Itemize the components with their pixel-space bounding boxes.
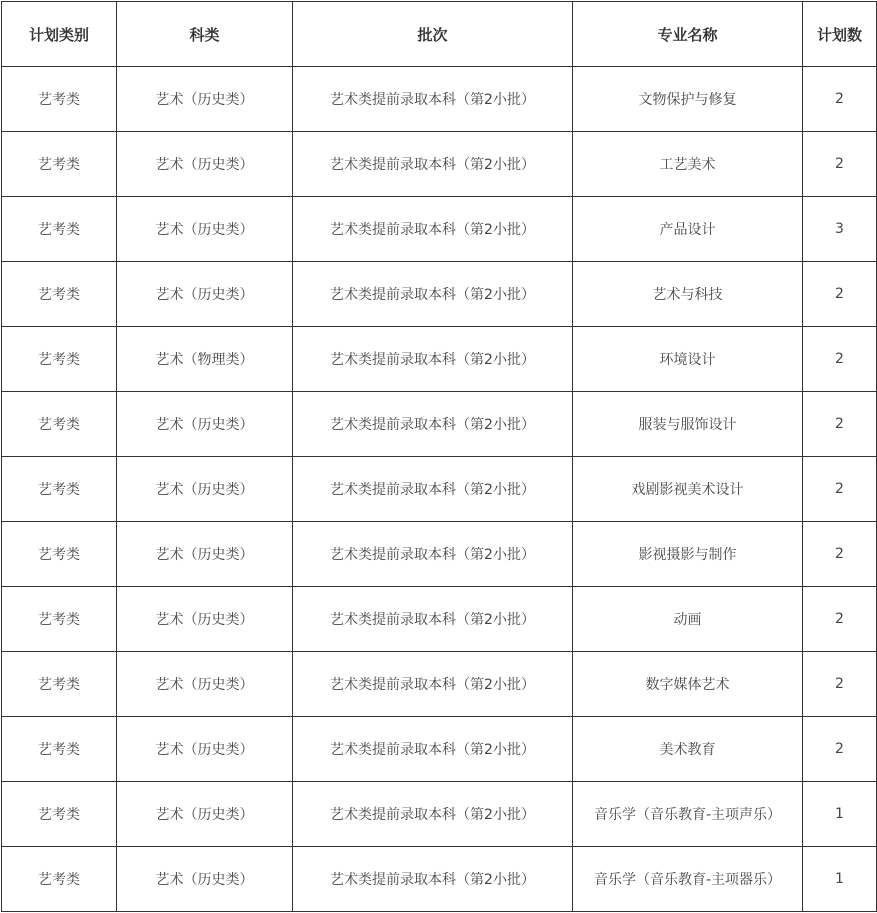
cell-plan-category: 艺考类 — [2, 262, 117, 327]
cell-batch: 艺术类提前录取本科（第2小批） — [293, 262, 573, 327]
cell-major-name: 音乐学（音乐教育-主项声乐） — [573, 782, 803, 847]
cell-subject-type: 艺术（历史类） — [117, 652, 293, 717]
cell-batch: 艺术类提前录取本科（第2小批） — [293, 457, 573, 522]
table-row — [2, 457, 877, 522]
cell-batch: 艺术类提前录取本科（第2小批） — [293, 67, 573, 132]
cell-major-name: 文物保护与修复 — [573, 67, 803, 132]
cell-batch: 艺术类提前录取本科（第2小批） — [293, 197, 573, 262]
cell-plan-count: 1 — [803, 782, 877, 847]
table-body — [2, 67, 877, 912]
cell-major-name: 数字媒体艺术 — [573, 652, 803, 717]
cell-plan-count: 1 — [803, 847, 877, 912]
cell-plan-category: 艺考类 — [2, 522, 117, 587]
table-row — [2, 717, 877, 782]
cell-subject-type: 艺术（历史类） — [117, 457, 293, 522]
table-row — [2, 652, 877, 717]
table-header — [2, 2, 877, 67]
table-row — [2, 67, 877, 132]
cell-plan-category: 艺考类 — [2, 327, 117, 392]
table-row — [2, 847, 877, 912]
cell-batch: 艺术类提前录取本科（第2小批） — [293, 392, 573, 457]
cell-subject-type: 艺术（历史类） — [117, 67, 293, 132]
cell-plan-count: 2 — [803, 262, 877, 327]
cell-major-name: 音乐学（音乐教育-主项器乐） — [573, 847, 803, 912]
table-row — [2, 522, 877, 587]
cell-major-name: 工艺美术 — [573, 132, 803, 197]
cell-subject-type: 艺术（历史类） — [117, 587, 293, 652]
header-subject-type: 科类 — [117, 2, 293, 67]
table-row — [2, 262, 877, 327]
cell-major-name: 动画 — [573, 587, 803, 652]
table-row — [2, 782, 877, 847]
cell-plan-category: 艺考类 — [2, 847, 117, 912]
cell-plan-count: 2 — [803, 67, 877, 132]
cell-major-name: 产品设计 — [573, 197, 803, 262]
header-batch: 批次 — [293, 2, 573, 67]
cell-plan-category: 艺考类 — [2, 457, 117, 522]
cell-major-name: 影视摄影与制作 — [573, 522, 803, 587]
cell-plan-count: 2 — [803, 652, 877, 717]
cell-plan-category: 艺考类 — [2, 652, 117, 717]
cell-plan-count: 2 — [803, 587, 877, 652]
cell-plan-category: 艺考类 — [2, 197, 117, 262]
cell-plan-category: 艺考类 — [2, 717, 117, 782]
cell-batch: 艺术类提前录取本科（第2小批） — [293, 587, 573, 652]
cell-batch: 艺术类提前录取本科（第2小批） — [293, 782, 573, 847]
table-row — [2, 132, 877, 197]
cell-plan-count: 2 — [803, 392, 877, 457]
cell-major-name: 环境设计 — [573, 327, 803, 392]
enrollment-plan-table — [1, 1, 877, 912]
cell-batch: 艺术类提前录取本科（第2小批） — [293, 652, 573, 717]
cell-subject-type: 艺术（历史类） — [117, 262, 293, 327]
cell-plan-category: 艺考类 — [2, 587, 117, 652]
cell-major-name: 服装与服饰设计 — [573, 392, 803, 457]
cell-plan-count: 2 — [803, 327, 877, 392]
cell-subject-type: 艺术（历史类） — [117, 847, 293, 912]
cell-plan-category: 艺考类 — [2, 132, 117, 197]
cell-major-name: 美术教育 — [573, 717, 803, 782]
cell-subject-type: 艺术（历史类） — [117, 782, 293, 847]
header-plan-category: 计划类别 — [2, 2, 117, 67]
cell-plan-category: 艺考类 — [2, 782, 117, 847]
cell-plan-category: 艺考类 — [2, 392, 117, 457]
cell-batch: 艺术类提前录取本科（第2小批） — [293, 327, 573, 392]
table-row — [2, 587, 877, 652]
cell-batch: 艺术类提前录取本科（第2小批） — [293, 132, 573, 197]
cell-batch: 艺术类提前录取本科（第2小批） — [293, 717, 573, 782]
table-row — [2, 197, 877, 262]
table-row — [2, 327, 877, 392]
cell-subject-type: 艺术（历史类） — [117, 522, 293, 587]
header-major-name: 专业名称 — [573, 2, 803, 67]
cell-plan-count: 2 — [803, 457, 877, 522]
cell-subject-type: 艺术（历史类） — [117, 132, 293, 197]
cell-plan-count: 2 — [803, 522, 877, 587]
cell-batch: 艺术类提前录取本科（第2小批） — [293, 522, 573, 587]
cell-plan-count: 3 — [803, 197, 877, 262]
cell-subject-type: 艺术（历史类） — [117, 717, 293, 782]
cell-subject-type: 艺术（历史类） — [117, 197, 293, 262]
cell-subject-type: 艺术（物理类） — [117, 327, 293, 392]
cell-major-name: 艺术与科技 — [573, 262, 803, 327]
header-plan-count: 计划数 — [803, 2, 877, 67]
cell-batch: 艺术类提前录取本科（第2小批） — [293, 847, 573, 912]
cell-plan-count: 2 — [803, 717, 877, 782]
table-row — [2, 392, 877, 457]
cell-major-name: 戏剧影视美术设计 — [573, 457, 803, 522]
cell-plan-category: 艺考类 — [2, 67, 117, 132]
cell-plan-count: 2 — [803, 132, 877, 197]
cell-subject-type: 艺术（历史类） — [117, 392, 293, 457]
header-row — [2, 2, 877, 67]
